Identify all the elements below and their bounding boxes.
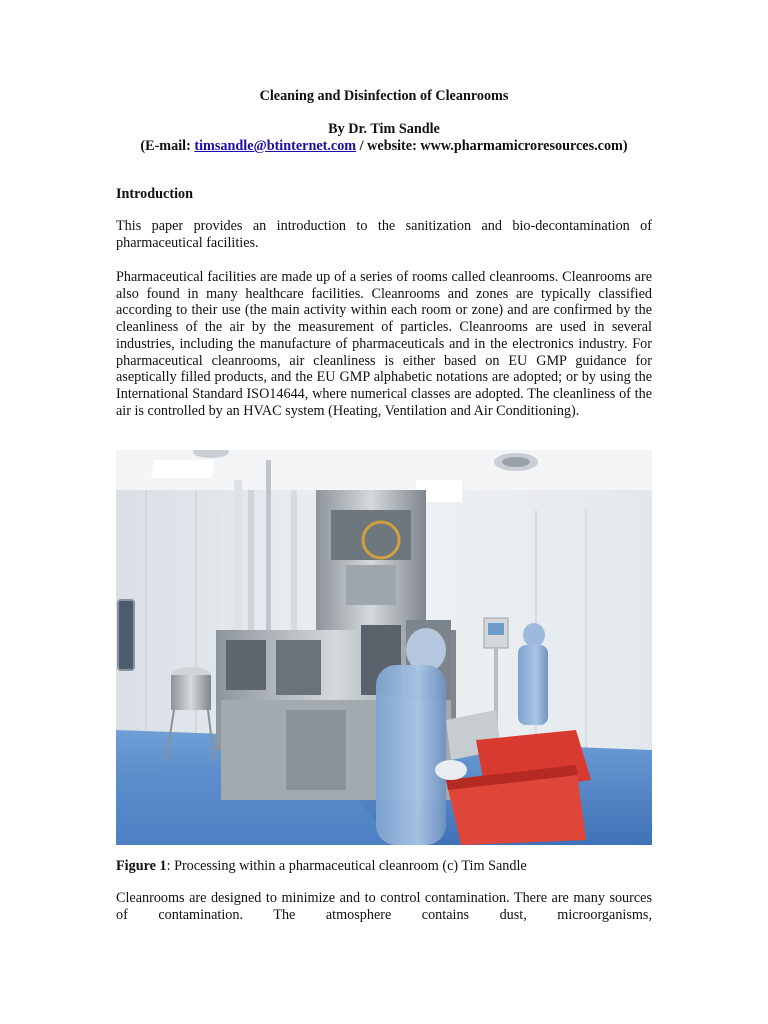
figure-caption-text: : Processing within a pharmaceutical cleanroom (c) Tim Sandle xyxy=(166,858,527,874)
figure-label: Figure 1 xyxy=(116,858,167,874)
paragraph-intro: This paper provides an introduction to the sanitization and bio-decontamination of pharmaceutical facilities. xyxy=(116,218,652,251)
paragraph-cleanrooms: Pharmaceutical facilities are made up of a series of rooms called cleanrooms. Cleanrooms are also found in many healthcare facilities. Cleanrooms and zones are typically classified according to their use (the main activity within each room or zone) and are confirmed by the cleanliness of the air by the measurement of particles. Cleanrooms are used in several industries, including the manufacture of pharmaceuticals and in the electronics industry. For pharmaceutical cleanrooms, air cleanliness is either based on EU GMP guidance for aseptically filled products, and the EU GMP alphabetic notations are adopted; or by using the International Standard ISO14644, where numerical classes are adopted. The cleanliness of the air is controlled by an HVAC system (Heating, Ventilation and Air Conditioning). xyxy=(116,269,652,419)
section-heading: Introduction xyxy=(116,186,193,202)
email-link[interactable]: timsandle@btinternet.com xyxy=(194,138,357,154)
paragraph-contamination: Cleanrooms are designed to minimize and to control contamination. There are many sources of contamination. The atmosphere contains dust, microorganisms, xyxy=(116,890,652,923)
cleanroom-photo xyxy=(116,450,652,845)
contact-suffix: / website: www.pharmamicroresources.com) xyxy=(356,138,628,154)
document-title: Cleaning and Disinfection of Cleanrooms xyxy=(259,88,509,104)
author-byline: By Dr. Tim Sandle xyxy=(328,121,440,137)
contact-prefix: (E-mail: xyxy=(140,138,195,154)
figure-caption xyxy=(116,858,527,875)
contact-line xyxy=(100,138,668,155)
